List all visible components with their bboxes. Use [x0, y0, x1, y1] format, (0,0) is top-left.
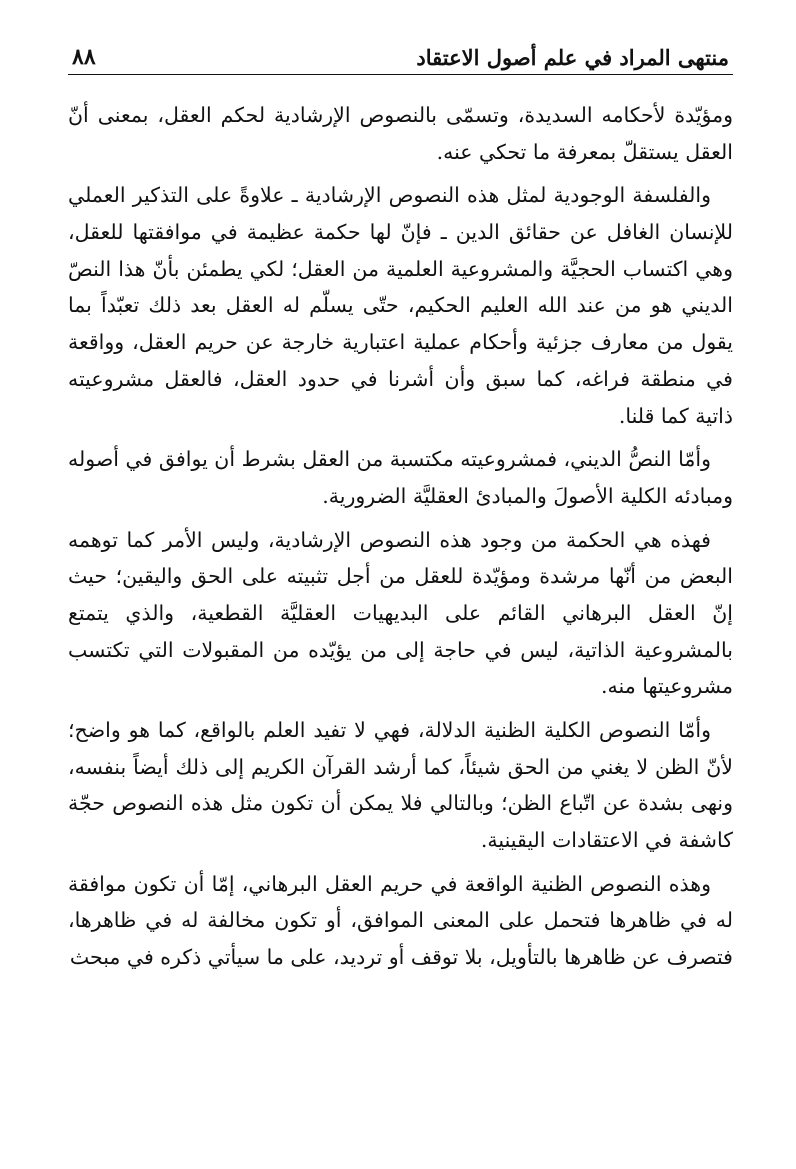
running-header	[68, 26, 733, 70]
page-body	[68, 97, 733, 976]
paragraph: ومؤيّدة لأحكامه السديدة، وتسمّى بالنصوص الإرشادية لحكم العقل، بمعنى أنّ العقل يستقلّ بمعرفة ما تحكي عنه.	[68, 103, 733, 164]
paragraph: وأمّا النصُّ الديني، فمشروعيته مكتسبة من العقل بشرط أن يوافق في أصوله ومبادئه الكلية الأصولَ والمبادئ العقليَّة الضرورية.	[68, 447, 733, 508]
paragraph: والفلسفة الوجودية لمثل هذه النصوص الإرشادية ـ علاوةً على التذكير العملي للإنسان الغافل عن حقائق الدين ـ فإنّ لها حكمة عظيمة في موافقتها للعقل، وهي اكتساب الحجيَّة والمشروعية العلمية من العقل؛ لكي يطمئن بأنّ هذا النصّ الديني هو من عند الله العليم الحكيم، حتّى يسلّم له العقل بعد ذلك تعبّداً بما يقول من معارف جزئية وأحكام عملية اعتبارية خارجة عن حريم العقل، وواقعة في منطقة فراغه، كما سبق وأن أشرنا في حدود العقل، فالعقل مشروعيته ذاتية كما قلنا.	[68, 183, 733, 428]
header-rule	[68, 74, 733, 75]
paragraph: وهذه النصوص الظنية الواقعة في حريم العقل البرهاني، إمّا أن تكون موافقة له في ظاهرها فتحمل على المعنى الموافق، أو تكون مخالفة له في ظاهرها، فتصرف عن ظاهرها بالتأويل، بلا توقف أو ترديد، على ما سيأتي ذكره في مبحث	[68, 871, 733, 970]
paragraph: وأمّا النصوص الكلية الظنية الدلالة، فهي لا تفيد العلم بالواقع، كما هو واضح؛ لأنّ الظن لا يغني من الحق شيئاً، كما أرشد القرآن الكريم إلى ذلك أيضاً بنفسه، ونهى بشدة عن اتّباع الظن؛ وبالتالي فلا يمكن أن تكون مثل هذه النصوص حجّة كاشفة في الاعتقادات اليقينية.	[68, 718, 733, 853]
book-page	[68, 26, 733, 1149]
page-number: ٨٨	[72, 43, 96, 70]
book-title: منتهى المراد في علم أصول الاعتقاد	[416, 44, 729, 70]
paragraph: فهذه هي الحكمة من وجود هذه النصوص الإرشادية، وليس الأمر كما توهمه البعض من أنّها مرشدة ومؤيّدة للعقل من أجل تثبيته على الحق واليقين؛ حيث إنّ العقل البرهاني القائم على البديهيات العقليَّة القطعية، والذي يتمتع بالمشروعية الذاتية، ليس في حاجة إلى من يؤيّده من المقبولات التي تكتسب مشروعيتها منه.	[68, 527, 733, 699]
